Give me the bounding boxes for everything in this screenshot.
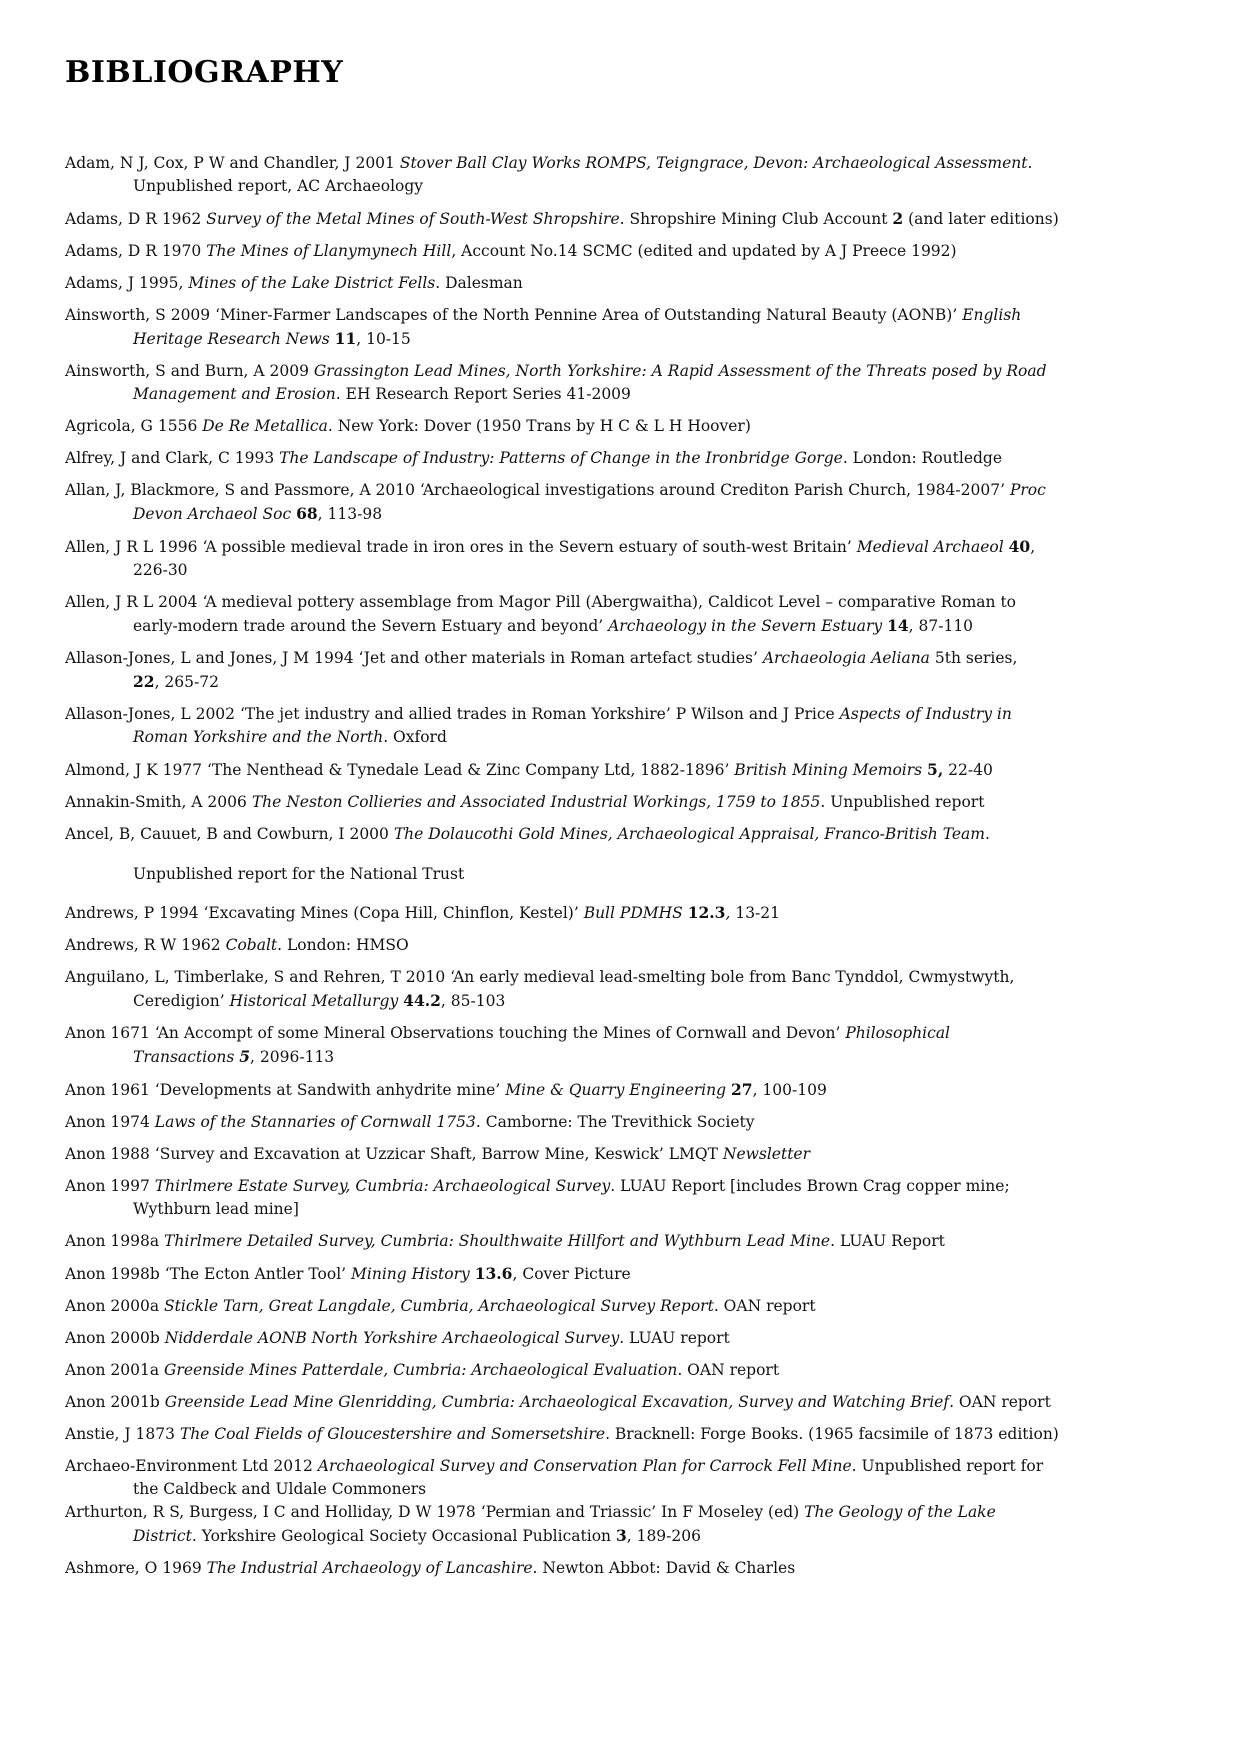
bibliography-entry	[65, 934, 1196, 957]
text-run: ,	[1030, 538, 1036, 556]
text-run: Adam, N J, Cox, P W and Chandler, J 2001	[65, 154, 400, 172]
text-run: Andrews, P 1994 ‘Excavating Mines (Copa Hill, Chinflon, Kestel)’	[65, 904, 584, 922]
bibliography-entry	[65, 647, 1196, 694]
bibliography-entry	[65, 1423, 1196, 1446]
text-run: Archaeo-Environment Ltd 2012	[65, 1457, 318, 1475]
bibliography-list	[65, 152, 1196, 1580]
text-run: Proc	[1009, 481, 1046, 499]
text-run: . EH Research Report Series 41-2009	[335, 385, 631, 403]
text-run: Anon 2001b	[65, 1393, 165, 1411]
bibliography-entry	[65, 1557, 1196, 1580]
text-run: . LUAU Report	[830, 1232, 945, 1250]
text-run: 22-40	[943, 761, 993, 779]
text-run: Annakin-Smith, A 2006	[65, 793, 252, 811]
text-run: . Unpublished report for	[851, 1457, 1044, 1475]
text-run: 14	[887, 616, 909, 635]
text-run: 68	[296, 504, 318, 523]
bibliography-entry	[65, 901, 1196, 925]
text-run: , 87-110	[908, 617, 974, 635]
text-run: , Cover Picture	[512, 1265, 631, 1283]
bibliography-entry	[65, 535, 1196, 582]
bibliography-entry	[65, 1230, 1196, 1253]
text-run: Anon 2000a	[65, 1297, 165, 1315]
text-run: Bull PDMHS	[583, 904, 683, 922]
text-run: 3	[615, 1526, 627, 1545]
text-run: Anon 1988 ‘Survey and Excavation at Uzzicar Shaft, Barrow Mine, Keswick’ LMQT	[65, 1145, 723, 1163]
bibliography-entry	[65, 1501, 1196, 1548]
text-run: 5,	[927, 760, 944, 779]
text-run: . OAN report	[949, 1393, 1051, 1411]
text-run: Allason-Jones, L and Jones, J M 1994 ‘Jet and other materials in Roman artefact studies’	[65, 649, 763, 667]
text-run: . London: HMSO	[277, 936, 409, 954]
text-run: . LUAU report	[619, 1329, 730, 1347]
text-run: English	[962, 306, 1022, 324]
text-run: , 2096-113	[250, 1048, 335, 1066]
bibliography-entry	[65, 207, 1196, 231]
text-run: Anstie, J 1873	[65, 1425, 180, 1443]
text-run: , 265-72	[154, 673, 219, 691]
text-run: 22	[133, 672, 155, 691]
bibliography-entry	[65, 591, 1196, 638]
text-run: , 10-15	[356, 330, 411, 348]
text-run: Transactions	[133, 1048, 235, 1066]
text-run: Almond, J K 1977 ‘The Nenthead & Tynedale Lead & Zinc Company Ltd, 1882-1896’	[65, 761, 735, 779]
text-run: Alfrey, J and Clark, C 1993	[65, 449, 280, 467]
bibliography-entry	[65, 272, 1196, 295]
text-run: Adams, D R 1962	[65, 210, 207, 228]
text-run: Roman Yorkshire and the North	[133, 728, 384, 746]
bibliography-entry	[65, 1022, 1196, 1069]
text-run: Greenside Mines Patterdale, Cumbria: Archaeological Evaluation	[164, 1361, 678, 1379]
text-run: District	[133, 1527, 192, 1545]
text-run: Arthurton, R S, Burgess, I C and Holliday, D W 1978 ‘Permian and Triassic’ In F Moseley (ed)	[65, 1503, 805, 1521]
text-run: .	[984, 825, 990, 843]
text-run: Survey of the Metal Mines of South-West Shropshire	[206, 210, 620, 228]
text-run: . Dalesman	[435, 274, 523, 292]
text-run: Unpublished report, AC Archaeology	[133, 177, 424, 195]
bibliography-entry	[65, 1175, 1196, 1221]
text-run: Ainsworth, S and Burn, A 2009	[65, 362, 314, 380]
bibliography-entry	[65, 447, 1196, 470]
text-run: British Mining Memoirs	[734, 761, 923, 779]
text-run: Stover Ball Clay Works ROMPS, Teigngrace, Devon: Archaeological Assessment	[399, 154, 1028, 172]
bibliography-entry	[65, 966, 1196, 1013]
text-run: The Landscape of Industry: Patterns of Change in the Ironbridge Gorge	[279, 449, 843, 467]
text-run: Cobalt	[225, 936, 278, 954]
text-run: 5th series,	[929, 649, 1018, 667]
text-run: Allen, J R L 2004 ‘A medieval pottery assemblage from Magor Pill (Abergwaitha), Caldicot Level – comparative Roman to	[65, 593, 1017, 611]
text-run: (and later editions)	[903, 210, 1059, 228]
text-run: Adams, J 1995,	[65, 274, 189, 292]
text-run: Anon 1974	[65, 1113, 155, 1131]
text-run: De Re Metallica	[202, 417, 328, 435]
text-run: Nidderdale AONB North Yorkshire Archaeological Survey	[164, 1329, 620, 1347]
bibliography-entry	[65, 152, 1196, 198]
text-run: Andrews, R W 1962	[65, 936, 226, 954]
text-run: Stickle Tarn, Great Langdale, Cumbria, Archaeological Survey Report	[164, 1297, 714, 1315]
text-run: Heritage Research News	[133, 330, 330, 348]
text-run: Anon 1961 ‘Developments at Sandwith anhydrite mine’	[65, 1081, 506, 1099]
text-run: 11	[334, 329, 357, 348]
text-run: . Bracknell: Forge Books. (1965 facsimile of 1873 edition)	[605, 1425, 1059, 1443]
text-run: . LUAU Report [includes Brown Crag copper mine;	[610, 1177, 1010, 1195]
text-run: 13-21	[730, 904, 781, 922]
bibliography-entry	[65, 1359, 1196, 1382]
bibliography-entry	[65, 863, 1196, 886]
text-run: . Oxford	[383, 728, 447, 746]
text-run: 12.3	[687, 903, 726, 922]
text-run: Grassington Lead Mines, North Yorkshire: A Rapid Assessment of the Threats posed by Road	[313, 362, 1047, 380]
bibliography-entry	[65, 1078, 1196, 1102]
text-run: Mine & Quarry Engineering	[505, 1081, 727, 1099]
text-run: 44.2	[403, 991, 441, 1010]
text-run: Philosophical	[845, 1024, 951, 1042]
text-run: . Unpublished report	[820, 793, 985, 811]
text-run: Management and Erosion	[133, 385, 336, 403]
text-run: Devon Archaeol Soc	[133, 505, 292, 523]
text-run: Wythburn lead mine]	[133, 1200, 299, 1218]
text-run: , 85-103	[440, 992, 506, 1010]
text-run: Mining History	[351, 1265, 470, 1283]
text-run: ,	[725, 904, 731, 922]
text-run: Archaeologia Aeliana	[762, 649, 930, 667]
text-run: early-modern trade around the Severn Estuary and beyond’	[133, 617, 609, 635]
bibliography-entry	[65, 703, 1196, 749]
text-run: the Caldbeck and Uldale Commoners	[133, 1480, 427, 1498]
bibliography-entry	[65, 823, 1196, 846]
bibliography-entry	[65, 240, 1196, 263]
text-run: Historical Metallurgy	[229, 992, 399, 1010]
text-run: Allan, J, Blackmore, S and Passmore, A 2010 ‘Archaeological investigations around Crediton Parish Church, 1984-2007’	[65, 481, 1010, 499]
bibliography-entry	[65, 758, 1196, 782]
text-run: 5	[239, 1047, 251, 1066]
text-run: Medieval Archaeol	[856, 538, 1004, 556]
text-run: . Newton Abbot: David & Charles	[532, 1559, 796, 1577]
text-run: The Neston Collieries and Associated Industrial Workings, 1759 to 1855	[251, 793, 821, 811]
text-run: Anon 1997	[65, 1177, 155, 1195]
text-run: Ashmore, O 1969	[65, 1559, 207, 1577]
text-run: Allason-Jones, L 2002 ‘The jet industry and allied trades in Roman Yorkshire’ P Wilson and J Price	[65, 705, 840, 723]
bibliography-entry	[65, 360, 1196, 406]
text-run: . Shropshire Mining Club Account	[619, 210, 893, 228]
text-run: Mines of the Lake District Fells	[188, 274, 436, 292]
text-run: Anon 2000b	[65, 1329, 165, 1347]
text-run: 13.6	[474, 1264, 513, 1283]
bibliography-entry	[65, 1143, 1196, 1166]
text-run: Anon 1998a	[65, 1232, 165, 1250]
text-run: The Dolaucothi Gold Mines, Archaeological Appraisal, Franco-British Team	[393, 825, 985, 843]
text-run: . London: Routledge	[842, 449, 1003, 467]
text-run: Archaeology in the Severn Estuary	[608, 617, 883, 635]
text-run: . OAN report	[677, 1361, 780, 1379]
bibliography-entry	[65, 1391, 1196, 1414]
text-run: Ainsworth, S 2009 ‘Miner-Farmer Landscapes of the North Pennine Area of Outstanding Natural Beauty (AONB)’	[65, 306, 963, 324]
text-run: , 189-206	[626, 1527, 701, 1545]
text-run: Adams, D R 1970	[65, 242, 207, 260]
text-run: , 113-98	[317, 505, 383, 523]
bibliography-entry	[65, 1262, 1196, 1286]
text-run: 27	[731, 1080, 753, 1099]
text-run: , Account No.14 SCMC (edited and updated by A J Preece 1992)	[451, 242, 957, 260]
page-title: BIBLIOGRAPHY	[65, 55, 344, 90]
text-run: The Geology of the Lake	[804, 1503, 996, 1521]
text-run: Anon 1671 ‘An Accompt of some Mineral Observations touching the Mines of Cornwall and Devon’	[65, 1024, 846, 1042]
text-run: Agricola, G 1556	[65, 417, 203, 435]
text-run: Anon 1998b ‘The Ecton Antler Tool’	[65, 1265, 352, 1283]
text-run: Newsletter	[722, 1145, 811, 1163]
text-run: The Industrial Archaeology of Lancashire	[206, 1559, 533, 1577]
text-run: Aspects of Industry in	[839, 705, 1012, 723]
bibliography-entry	[65, 1327, 1196, 1350]
text-run: 2	[892, 209, 904, 228]
text-run: The Mines of Llanymynech Hill	[206, 242, 452, 260]
text-run: Allen, J R L 1996 ‘A possible medieval trade in iron ores in the Severn estuary of south-west Britain’	[65, 538, 857, 556]
text-run: Ceredigion’	[133, 992, 230, 1010]
bibliography-entry	[65, 415, 1196, 438]
text-run: .	[1027, 154, 1033, 172]
text-run: . OAN report	[713, 1297, 816, 1315]
text-run: Ancel, B, Cauuet, B and Cowburn, I 2000	[65, 825, 394, 843]
text-run: 40	[1008, 537, 1031, 556]
text-run: 226-30	[133, 561, 188, 579]
text-run: . Yorkshire Geological Society Occasional Publication	[191, 1527, 616, 1545]
bibliography-entry	[65, 304, 1196, 351]
text-run: Greenside Lead Mine Glenridding, Cumbria: Archaeological Excavation, Survey and Watching Brief	[164, 1393, 950, 1411]
bibliography-entry	[65, 1455, 1196, 1501]
bibliography-entry	[65, 1111, 1196, 1134]
text-run: Thirlmere Detailed Survey, Cumbria: Shoulthwaite Hillfort and Wythburn Lead Mine	[164, 1232, 831, 1250]
text-run: Anguilano, L, Timberlake, S and Rehren, T 2010 ‘An early medieval lead-smelting bole from Banc Tynddol, Cwmystwyth,	[65, 968, 1015, 986]
text-run: Thirlmere Estate Survey, Cumbria: Archaeological Survey	[154, 1177, 611, 1195]
bibliography-entry	[65, 479, 1196, 526]
bibliography-entry	[65, 1295, 1196, 1318]
text-run: Anon 2001a	[65, 1361, 165, 1379]
text-run: Laws of the Stannaries of Cornwall 1753	[154, 1113, 476, 1131]
text-run: . Camborne: The Trevithick Society	[475, 1113, 755, 1131]
text-run: The Coal Fields of Gloucestershire and Somersetshire	[179, 1425, 606, 1443]
text-run: , 100-109	[752, 1081, 827, 1099]
text-run: . New York: Dover (1950 Trans by H C & L H Hoover)	[327, 417, 751, 435]
text-run: Unpublished report for the National Trust	[133, 865, 465, 883]
text-run: Archaeological Survey and Conservation Plan for Carrock Fell Mine	[317, 1457, 852, 1475]
bibliography-entry	[65, 791, 1196, 814]
